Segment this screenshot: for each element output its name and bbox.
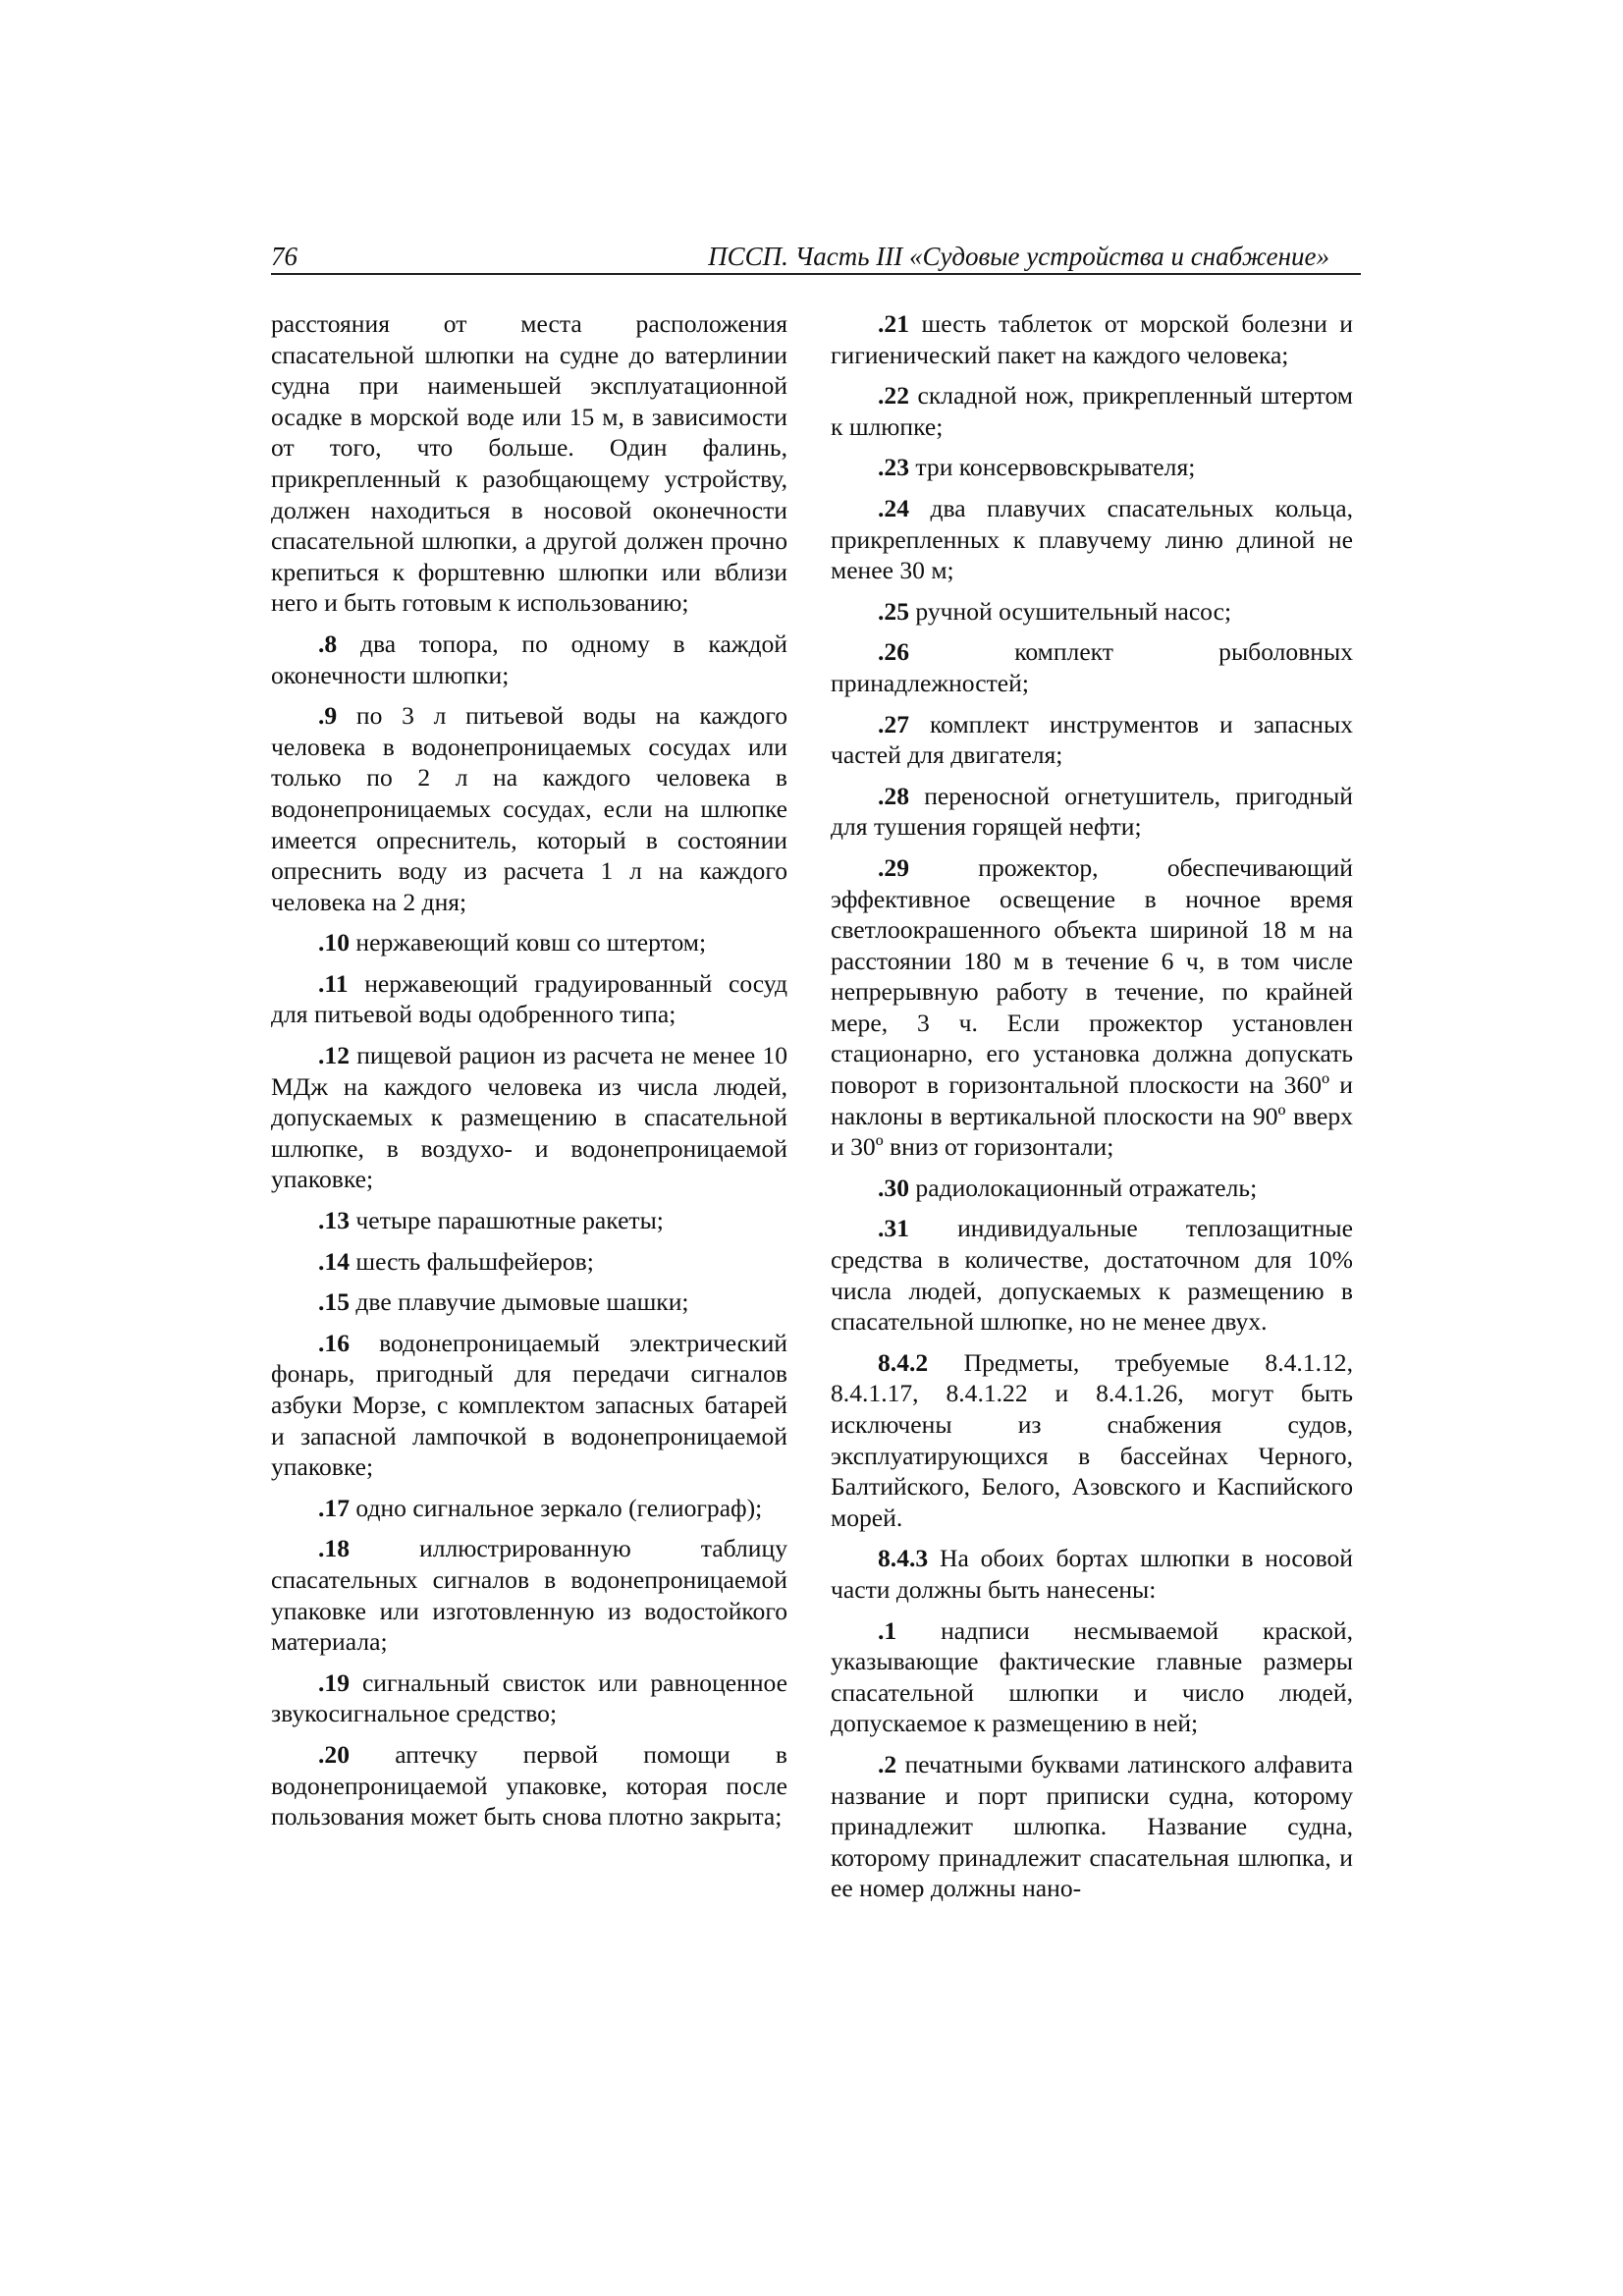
item-text: аптечку первой помощи в водонепроницаемой упаковке, которая после пользования может быть снова плотно закрыта;	[271, 1739, 787, 1831]
item-text: индивидуальные теплозащитные средства в количестве, достаточном для 10% числа людей, допускаемых к размещению в спасательной шлюпке, но не менее двух.	[831, 1214, 1353, 1337]
item-number: .17	[318, 1493, 350, 1522]
section-text: Предметы, требуемые 8.4.1.12, 8.4.1.17, 8.4.1.22 и 8.4.1.26, могут быть исключены из снабжения судов, эксплуатирующихся в бассейнах Черного, Балтийского, Белого, Азовского и Каспийского морей.	[831, 1347, 1353, 1532]
list-item	[271, 1739, 787, 1832]
list-item	[271, 1246, 787, 1278]
item-number: .20	[318, 1739, 350, 1769]
list-item	[271, 1533, 787, 1657]
item-text: одно сигнальное зеркало (гелиограф);	[355, 1493, 763, 1522]
item-number: .2	[878, 1749, 897, 1778]
list-item	[271, 700, 787, 917]
list-item	[831, 1749, 1353, 1904]
page-number: 76	[271, 242, 298, 271]
item-number: .31	[878, 1214, 909, 1243]
item-text: водонепроницаемый электрический фонарь, пригодный для передачи сигналов азбуки Морзе, с комплектом запасных батарей и запасной лампочкой в водонепроницаемой упаковке;	[271, 1328, 787, 1482]
item-text: комплект рыболовных принадлежностей;	[831, 637, 1353, 697]
item-text: по 3 л питьевой воды на каждого человека в водонепроницаемых сосудах или только по 2 л на каждого человека в водонепроницаемых сосудах, если на шлюпке имеется опреснитель, который в состоянии опреснить воду из расчета 1 л на каждого человека на 2 дня;	[271, 701, 787, 916]
item-number: .12	[318, 1041, 350, 1070]
item-number: .21	[878, 309, 909, 338]
list-item	[271, 1286, 787, 1318]
list-item	[831, 308, 1353, 370]
item-text: надписи несмываемой краской, указывающие фактические главные размеры спасательной шлюпки и число людей, допускаемое к размещению в ней;	[831, 1615, 1354, 1738]
item-number: .27	[878, 709, 909, 738]
list-item	[831, 452, 1353, 483]
list-item	[271, 1493, 787, 1524]
section-text: На обоих бортах шлюпки в носовой части должны быть нанесены:	[831, 1544, 1353, 1604]
item-text: ручной осушительный насос;	[915, 596, 1232, 626]
list-item	[831, 1615, 1353, 1739]
section-number: 8.4.3	[878, 1544, 929, 1573]
item-text: нержавеющий ковш со штертом;	[355, 928, 707, 957]
list-item	[831, 1173, 1353, 1204]
list-item	[271, 1328, 787, 1483]
right-column	[831, 308, 1353, 1914]
item-text: прожектор, обеспечивающий эффективное освещение в ночное время светлоокрашенного объекта шириной 18 м на расстоянии 180 м в течение 6 ч, в том числе непрерывную работу в течение, по крайней мере, 3 ч. Если прожектор установлен стационарно, его установка должна допускать поворот в горизонтальной плоскости на 360º и наклоны в вертикальной плоскости на 90º вверх и 30º вниз от горизонтали;	[831, 852, 1353, 1162]
item-number: .15	[318, 1287, 350, 1317]
item-number: .9	[318, 701, 338, 731]
paragraph-text: расстояния от места расположения спасательной шлюпки на судне до ватерлинии судна при наименьшей эксплуатационной осадке в морской воде или 15 м, в зависимости от того, что больше. Один фалинь, прикрепленный к разобщающему устройству, должен находиться в носовой оконечности спасательной шлюпки, а другой должен прочно крепиться к форштевню шлюпки или вблизи него и быть готовым к использованию;	[271, 309, 787, 618]
list-item	[831, 493, 1353, 586]
list-item	[831, 1213, 1353, 1337]
item-text: четыре парашютные ракеты;	[355, 1206, 664, 1235]
list-item	[831, 709, 1353, 771]
list-item	[831, 380, 1353, 442]
running-title: ПССП. Часть III «Судовые устройства и снабжение»	[708, 242, 1329, 271]
item-text: шесть таблеток от морской болезни и гигиенический пакет на каждого человека;	[831, 309, 1353, 369]
item-text: иллюстрированную таблицу спасательных сигналов в водонепроницаемой упаковке или изготовленную из водостойкого материала;	[271, 1534, 787, 1657]
list-item	[271, 1667, 787, 1729]
item-number: .26	[878, 637, 909, 667]
item-text: складной нож, прикрепленный штертом к шлюпке;	[831, 381, 1353, 441]
paragraph	[271, 308, 787, 619]
item-number: .25	[878, 596, 909, 626]
list-item	[831, 781, 1353, 843]
item-text: переносной огнетушитель, пригодный для тушения горящей нефти;	[831, 781, 1353, 842]
item-number: .22	[878, 381, 909, 410]
page-header	[271, 240, 1361, 275]
item-number: .10	[318, 928, 350, 957]
section-paragraph	[831, 1543, 1353, 1605]
item-text: шесть фальшфейеров;	[355, 1246, 594, 1276]
item-number: .19	[318, 1667, 350, 1697]
list-item	[831, 596, 1353, 628]
item-number: .24	[878, 493, 909, 522]
list-item	[271, 1205, 787, 1236]
item-text: сигнальный свисток или равноценное звукосигнальное средство;	[271, 1667, 787, 1728]
list-item	[271, 927, 787, 958]
item-number: .14	[318, 1246, 350, 1276]
item-number: .28	[878, 781, 909, 810]
list-item	[271, 968, 787, 1030]
item-text: нержавеющий градуированный сосуд для питьевой воды одобренного типа;	[271, 968, 787, 1029]
item-number: .18	[318, 1534, 350, 1563]
item-number: .8	[318, 629, 338, 658]
item-number: .13	[318, 1206, 350, 1235]
item-number: .30	[878, 1173, 909, 1202]
item-text: три консервовскрывателя;	[915, 453, 1196, 482]
item-number: .29	[878, 852, 909, 882]
item-text: пищевой рацион из расчета не менее 10 МДж на каждого человека из числа людей, допускаемых к размещению в спасательной шлюпке, в воздухо- и водонепроницаемой упаковке;	[271, 1041, 787, 1194]
list-item	[271, 1040, 787, 1195]
list-item	[831, 636, 1353, 698]
item-number: .16	[318, 1328, 350, 1357]
section-paragraph	[831, 1347, 1353, 1534]
item-number: .1	[878, 1615, 897, 1645]
item-text: радиолокационный отражатель;	[915, 1173, 1258, 1202]
section-number: 8.4.2	[878, 1347, 929, 1377]
item-text: комплект инструментов и запасных частей для двигателя;	[831, 709, 1353, 770]
item-text: два топора, по одному в каждой оконечности шлюпки;	[271, 629, 788, 689]
list-item	[831, 852, 1353, 1163]
item-number: .23	[878, 453, 909, 482]
list-item	[271, 629, 787, 690]
item-text: два плавучих спасательных кольца, прикрепленных к плавучему линю длиной не менее 30 м;	[831, 493, 1353, 585]
item-text: печатными буквами латинского алфавита название и порт приписки судна, которому принадлежит шлюпка. Название судна, которому принадлежит спасательная шлюпка, и ее номер должны нано-	[831, 1749, 1353, 1903]
item-text: две плавучие дымовые шашки;	[355, 1287, 689, 1317]
left-column	[271, 308, 787, 1842]
item-number: .11	[318, 968, 349, 998]
